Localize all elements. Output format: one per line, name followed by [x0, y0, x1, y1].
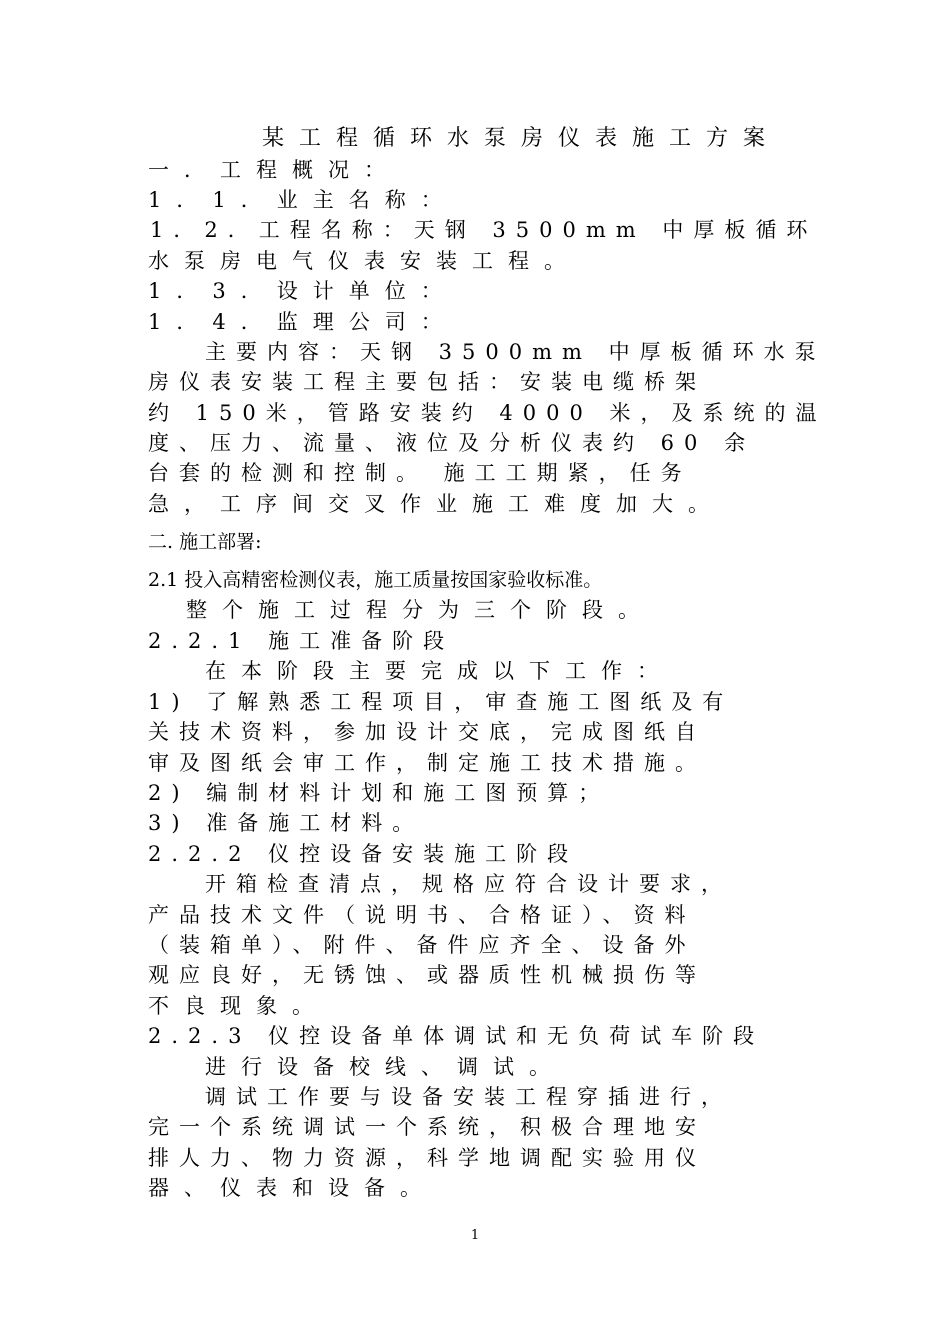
text-line: 房仪表安装工程主要包括：安装电缆桥架	[148, 370, 706, 394]
subsection-heading: 2.2.3 仪控设备单体调试和无负荷试车阶段	[148, 1024, 765, 1048]
text-line: 完一个系统调试一个系统，积极合理地安	[148, 1115, 706, 1139]
text-line: 调试工作要与设备安装工程穿插进行，	[205, 1085, 732, 1109]
text-line: 关技术资料，参加设计交底，完成图纸自	[148, 720, 706, 744]
text-line: 台套的检测和控制。 施工工期紧，任务	[148, 461, 692, 485]
text-line: 开箱检查清点，规格应符合设计要求，	[205, 872, 732, 896]
text-line: 1．2．工程名称：天钢 3500mm 中厚板循环	[150, 218, 818, 242]
text-line: 在本阶段主要完成以下工作：	[205, 659, 673, 683]
text-line: 进行设备校线、调试。	[205, 1055, 565, 1079]
text-line: 约 150米，管路安装约 4000 米，及系统的温	[148, 401, 827, 425]
text-line: 审及图纸会审工作，制定施工技术措施。	[148, 751, 706, 775]
text-line: 度、压力、流量、液位及分析仪表约 60 余	[148, 431, 756, 455]
text-line: 不良现象。	[148, 994, 328, 1018]
subsection-heading: 2.2.1 施工准备阶段	[148, 629, 455, 653]
text-line: 1．1．业主名称：	[148, 188, 457, 212]
text-line: 整个施工过程分为三个阶段。	[186, 598, 654, 622]
text-line: 急，工序间交叉作业施工难度加大。	[148, 492, 724, 516]
section-heading: 一．工程概况：	[148, 158, 400, 182]
text-line: 产品技术文件（说明书、合格证）、资料	[148, 903, 696, 927]
subsection-heading: 2.2.2 仪控设备安装施工阶段	[148, 842, 579, 866]
page-number: 1	[470, 1228, 480, 1243]
text-line: 2.1 投入高精密检测仪表，施工质量按国家验收标准。	[148, 569, 603, 591]
document-title: 某工程循环水泵房仪表施工方案	[262, 126, 781, 151]
text-line: 2) 编制材料计划和施工图预算；	[148, 781, 610, 805]
text-line: 1．4．监理公司：	[148, 310, 457, 334]
text-line: （装箱单）、附件、备件应齐全、设备外	[148, 933, 696, 957]
text-line: 水泵房电气仪表安装工程。	[148, 249, 580, 273]
text-line: 排人力、物力资源，科学地调配实验用仪	[148, 1146, 706, 1170]
text-line: 1) 了解熟悉工程项目，审查施工图纸及有	[148, 690, 734, 714]
text-line: 器、仪表和设备。	[148, 1176, 436, 1200]
text-line: 3) 准备施工材料。	[148, 811, 424, 835]
section-heading: 二. 施工部署:	[148, 531, 262, 553]
text-line: 主要内容：天钢 3500mm 中厚板循环水泵	[205, 340, 826, 364]
text-line: 1．3．设计单位：	[148, 279, 457, 303]
text-line: 观应良好，无锈蚀、或器质性机械损伤等	[148, 963, 706, 987]
